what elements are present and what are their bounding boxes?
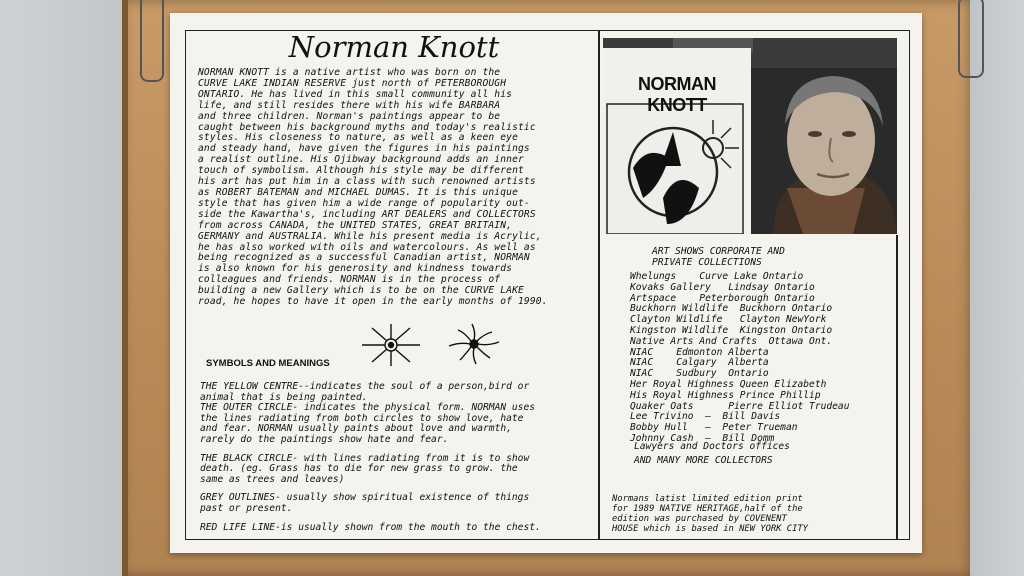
wall-right <box>964 0 1024 576</box>
collection-item: Kingston Wildlife Kingston Ontario <box>630 324 833 336</box>
right-border <box>896 235 898 540</box>
collection-item: NIAC Calgary Alberta <box>630 357 769 369</box>
soul-symbol-icon <box>358 322 424 368</box>
death-symbol-icon <box>446 322 502 366</box>
collection-item: Whelungs Curve Lake Ontario <box>630 271 804 282</box>
hanging-wire-right <box>958 0 984 78</box>
meaning-yellow-centre: THE YELLOW CENTRE--indicates the soul of a person,bird or animal that is being painted. THE OUTER CIRCLE- indicates the physical form. NORMAN uses the lines radiating from both circles to show love, hate and fear. NORMAN usually paints about love and warmth, rarely do the paintings show hate and fear. <box>200 381 536 445</box>
meaning-grey-outlines: GREY OUTLINES- usually show spiritual existence of things past or present. <box>200 492 530 514</box>
hanging-wire-left <box>140 0 164 82</box>
collection-item: Johnny Cash — Bill Domm <box>630 432 775 444</box>
collections-list <box>630 272 890 445</box>
collection-item: Artspace Peterborough Ontario <box>630 292 815 304</box>
column-divider <box>598 30 600 540</box>
collection-item: Native Arts And Crafts Ottawa Ont. <box>630 335 833 347</box>
collection-item: NIAC Edmonton Alberta <box>630 346 769 358</box>
meaning-black-circle: THE BLACK CIRCLE- with lines radiating from it is to show death. (eg. Grass has to die for new grass to grow. the same as trees and leaves) <box>200 452 530 485</box>
collection-item: Her Royal Highness Queen Elizabeth <box>630 378 827 390</box>
collection-item: Lee Trivino — Bill Davis <box>630 411 781 423</box>
collection-item: Bobby Hull — Peter Trueman <box>630 422 798 434</box>
collection-item: Kovaks Gallery Lindsay Ontario <box>630 281 815 293</box>
collection-item: Quaker Oats Pierre Elliot Trudeau <box>630 400 850 412</box>
poster-title: Norman Knott <box>288 30 500 64</box>
symbol-meanings <box>200 382 592 541</box>
collection-item: His Royal Highness Prince Phillip <box>630 389 821 401</box>
collection-item: Clayton Wildlife Clayton NewYork <box>630 314 827 326</box>
sign-title: NORMAN KNOTT <box>638 74 716 115</box>
collection-item: Buckhorn Wildlife Buckhorn Ontario <box>630 303 833 315</box>
meaning-red-life-line: RED LIFE LINE-is usually shown from the mouth to the chest. <box>200 521 541 533</box>
wall-left <box>0 0 125 576</box>
artist-biography: NORMAN KNOTT is a native artist who was born on the CURVE LAKE INDIAN RESERVE just north of PETERBOROUGH ONTARIO. He has lived in this small community all his life, and still resides there with his wife BARBARA and three children. Norman's paintings appear to be caught between his background myths and today's realistic styles. His closeness to nature, as well as a keen eye and steady hand, have given the figures in his paintings a realist outline. His Ojibway background adds an inner touch of symbolism. Although his style may be different his art has put him in a class with such renowned artists as ROBERT BATEMAN and MICHAEL DUMAS. It is this unique style that has given him a wide range of popularity out- side the Kawartha's, including ART DEALERS and COLLECTORS from across CANADA, the UNITED STATES, GREAT BRITAIN, GERMANY and AUSTRALIA. While his present media is Acrylic, he has also worked with oils and watercolours. As well as being recognized as a successful Canadian artist, NORMAN is also known for his generosity and kindness towards colleagues and friends. NORMAN is in the process of building a new Gallery which is to be on the CURVE LAKE road, he hopes to have it open in the early months of 1990. <box>198 67 548 308</box>
board-edge <box>122 0 128 576</box>
limited-edition-note: Normans latist limited edition print for 1989 NATIVE HERITAGE,half of the edition was purchased by COVENENT HOUSE which is based in NEW YORK CITY <box>612 494 808 534</box>
more-collectors: Lawyers and Doctors offices AND MANY MORE COLLECTORS <box>634 441 790 466</box>
collections-heading: ART SHOWS CORPORATE AND PRIVATE COLLECTIONS <box>652 246 785 268</box>
collection-item: NIAC Sudbury Ontario <box>630 368 769 380</box>
symbols-heading: SYMBOLS AND MEANINGS <box>206 358 330 369</box>
